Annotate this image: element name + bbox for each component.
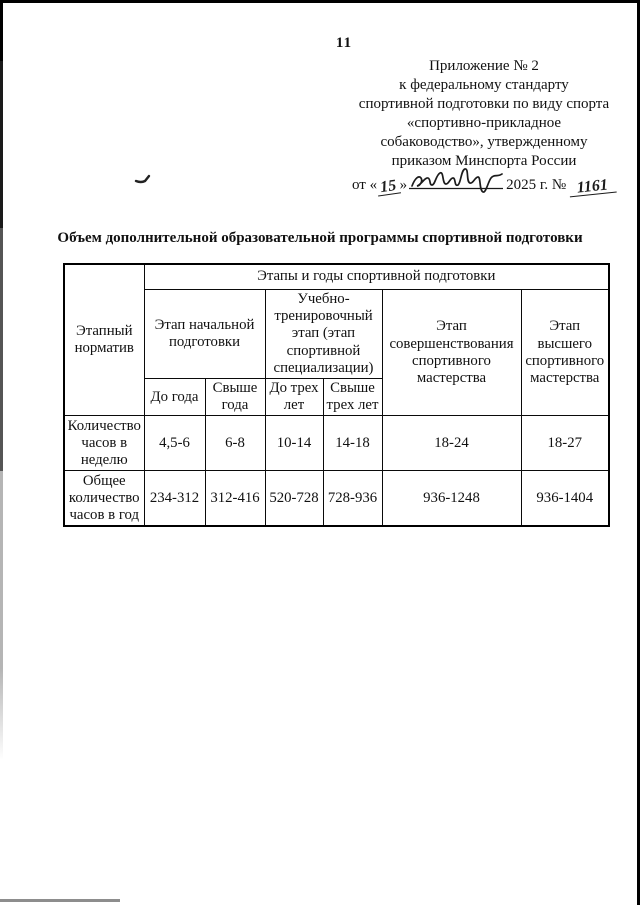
scan-edge-left [0, 0, 3, 760]
table-cell: 14-18 [323, 416, 382, 471]
table-cell: 520-728 [265, 471, 323, 527]
appendix-line: собаководство», утвержденному [380, 134, 588, 150]
appendix-line: спортивной подготовки по виду спорта [358, 96, 610, 112]
table-cell: 234-312 [144, 471, 205, 527]
table-cell: 728-936 [323, 471, 382, 527]
date-prefix: от « [352, 177, 378, 193]
col-header-improvement-stage: Этап совершенствования спортивного мастерства [382, 290, 521, 416]
scan-bottom-line [0, 899, 120, 902]
table-row [64, 471, 609, 527]
subheader-over-three: Свыше трех лет [323, 379, 382, 416]
page-number: 11 [335, 35, 353, 51]
pen-mark [134, 170, 152, 186]
table-cell: 936-1248 [382, 471, 521, 527]
col-header-stage-norm: Этапный норматив [64, 264, 144, 416]
handwritten-order-number: 1161 [568, 177, 616, 198]
appendix-line: Приложение № 2 [429, 58, 539, 74]
appendix-header [352, 57, 616, 195]
table-cell: 4,5-6 [144, 416, 205, 471]
subheader-under-three: До трех лет [265, 379, 323, 416]
training-volume-table [63, 263, 610, 527]
document-title: Объем дополнительной образовательной программы спортивной подготовки [57, 230, 583, 246]
table-top-header: Этапы и годы спортивной подготовки [144, 264, 609, 290]
row-label-hours-per-year: Общее количество часов в год [64, 471, 144, 527]
date-year-part: 2025 г. № [506, 177, 567, 193]
col-header-initial-stage: Этап начальной подготовки [144, 290, 265, 379]
table-row [64, 416, 609, 471]
handwritten-month [409, 165, 505, 199]
handwritten-day: 15 [376, 178, 401, 197]
appendix-line: приказом Минспорта России [391, 153, 577, 169]
row-label-hours-per-week: Количество часов в неделю [64, 416, 144, 471]
date-close-quote: » [399, 177, 408, 193]
appendix-line: «спортивно-прикладное [406, 115, 562, 131]
scan-edge-top [0, 0, 640, 3]
table-cell: 312-416 [205, 471, 265, 527]
subheader-under-year: До года [144, 379, 205, 416]
col-header-training-stage: Учебно-тренировочный этап (этап спортивной специализации) [265, 290, 382, 379]
table-cell: 18-27 [521, 416, 609, 471]
subheader-over-year: Свыше года [205, 379, 265, 416]
col-header-highest-stage: Этап высшего спортивного мастерства [521, 290, 609, 416]
table-cell: 936-1404 [521, 471, 609, 527]
table-cell: 18-24 [382, 416, 521, 471]
appendix-line: к федеральному стандарту [399, 77, 569, 93]
table-cell: 6-8 [205, 416, 265, 471]
order-date-line [352, 171, 616, 195]
table-cell: 10-14 [265, 416, 323, 471]
